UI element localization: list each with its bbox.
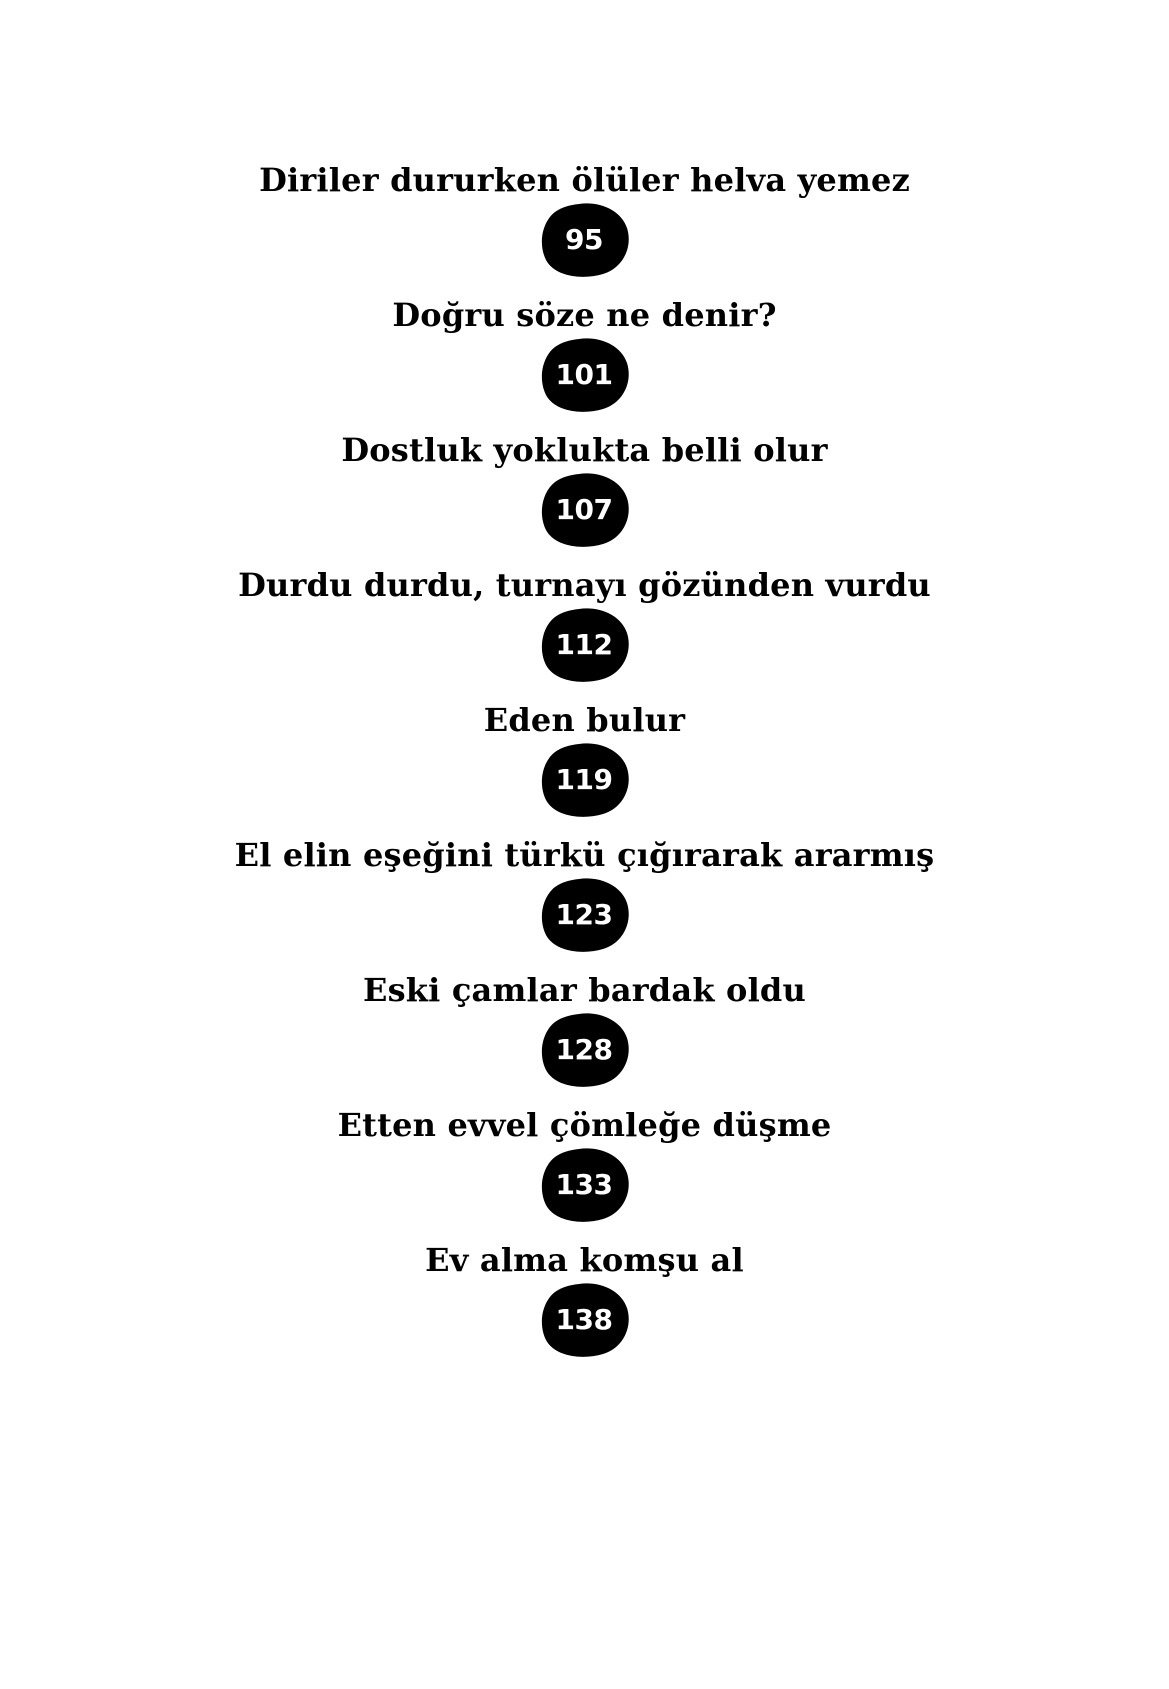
page-number-badge (541, 202, 630, 278)
page-number-badge (541, 472, 630, 548)
entry-title: Etten evvel çömleğe düşme (337, 1106, 832, 1144)
page-number-badge (541, 1282, 630, 1358)
page-number: 119 (555, 763, 613, 796)
toc-entry[interactable] (0, 1240, 1169, 1375)
page-number: 112 (555, 628, 613, 661)
toc-entry[interactable] (0, 970, 1169, 1105)
page-number: 95 (565, 223, 603, 256)
entry-title: El elin eşeğini türkü çığırarak ararmış (234, 836, 935, 874)
entry-title: Doğru söze ne denir? (392, 296, 777, 334)
page-number: 123 (555, 898, 613, 931)
page-number: 107 (555, 493, 613, 526)
entry-title: Diriler dururken ölüler helva yemez (259, 161, 910, 199)
page-number-badge (541, 607, 630, 683)
entry-title: Ev alma komşu al (425, 1241, 744, 1279)
entry-title: Eden bulur (483, 701, 686, 739)
page-number-badge (541, 1012, 630, 1088)
page-number: 101 (555, 358, 613, 391)
toc-entry[interactable] (0, 160, 1169, 295)
page-number-badge (541, 877, 630, 953)
toc-entry[interactable] (0, 835, 1169, 970)
page-number-badge (541, 1147, 630, 1223)
page-number-badge (541, 337, 630, 413)
toc-entry[interactable] (0, 295, 1169, 430)
entry-title: Eski çamlar bardak oldu (363, 971, 806, 1009)
toc-entry[interactable] (0, 1105, 1169, 1240)
table-of-contents (0, 160, 1169, 1375)
entry-title: Dostluk yoklukta belli olur (341, 431, 828, 469)
page-number: 138 (555, 1303, 613, 1336)
entry-title: Durdu durdu, turnayı gözünden vurdu (238, 566, 931, 604)
page-number: 133 (555, 1168, 613, 1201)
page-number-badge (541, 742, 630, 818)
toc-entry[interactable] (0, 430, 1169, 565)
toc-entry[interactable] (0, 565, 1169, 700)
toc-entry[interactable] (0, 700, 1169, 835)
page-number: 128 (555, 1033, 613, 1066)
